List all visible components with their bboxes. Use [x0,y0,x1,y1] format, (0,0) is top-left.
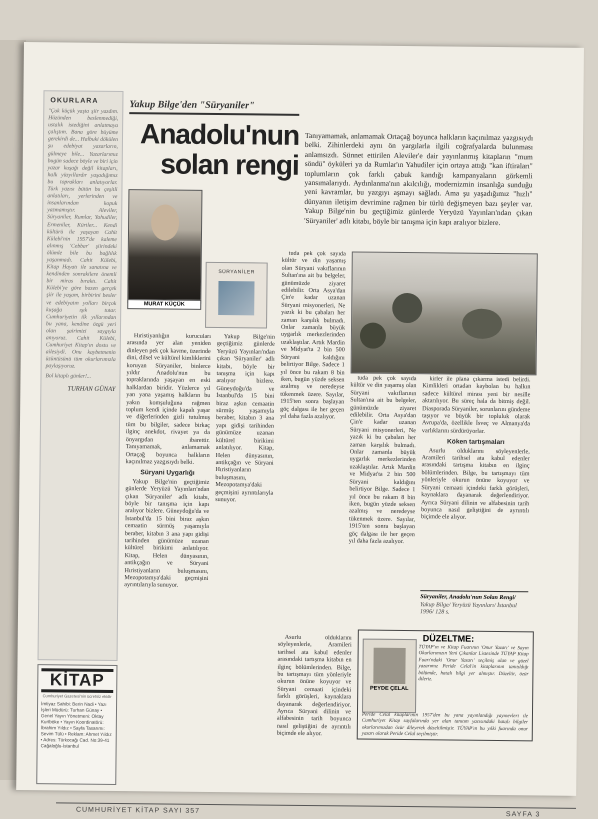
kitap-logo: KİTAP [41,668,113,693]
column-2 [278,251,346,632]
sidebar-closing: Bol kitaplı günler!... [45,373,92,381]
tree-shape [392,293,422,323]
landscape-photo [351,251,538,375]
tree-shape [360,323,386,349]
column-3 [348,375,417,626]
column-1-text: Hıristiyanlığın kurucuları arasında yer alan yeniden dinleyen pek çok kavme, üzerinde dini, dilsel ve kültürel kimliklerini koruyan Süryaniler, binlerce yıldır Anadolu'nun bu topraklarında yaşayan en eski halklardan biridir. Yüzlerce yıl yan yana yaşamış halkların bu yakın komşuluğuna rağmen toplum kendi içinde kapalı yaşar ve diğerlerinden gizli tutulmuş tüm bu bilgiler, sadece birkaç ilginç anekdot, rivayet ya da önyargıdan ibarettir. Tanıyamamak, anlamamak Ortaçağ boyunca halkların kaçınılmaz yazgısıydı belki. [125,333,211,466]
book-cover-title: SÜRYANİLER [218,269,255,276]
column-1 [122,333,211,794]
column-4 [420,376,530,587]
column-5 [276,635,352,796]
book-cover [205,262,268,329]
article-kicker: Yakup Bilge'den "Süryaniler" [129,99,299,116]
book-credit [420,590,528,618]
correction-bottom-text: Peride Celal kitaplarının 1957'den bu yana yayınlandığı yayınevleri ile Cumhuriyet Kitap sayfalarında yer alan tanıtım yazısındaki hatalı bilgiler okurlarımızdan özür dileyerek düzeltilmiştir. TÜYAP'ın bu yılki fuarında onur yazarı olarak Peride Celal seçilmiştir. [361,712,528,738]
author-photo-face [151,204,179,240]
column-1-text-b: Yakup Bilge'nin geçtiğimiz günlerde Yeryüzü Yayınları'ndan çıkan 'Süryaniler' adlı kitabı, böyle bir tanışma için kapı aralıyor bizlere. Güneydoğu'da ve İstanbul'da 15 bini biraz aşkın cemaatin sürmüş yaşamıyla beraber, kitabın 3 ana yapı gidişi tarihinden günümüze uzanan kültürel birikimi anlatılıyor. Kitap, Helen dünyasının, antikçağın ve Süryani Hıristiyanların buluşmasını, Mezopotamya'daki geçmişini ayrıntılarıyla sunuyor. [124,478,210,590]
article-intro: Tanıyamamak, anlamamak Ortaçağ boyunca halkların kaçınılmaz yazgısıydı belki. Zihinlerdeki aynı ön yargılarla ilgili coğrafyalarda bulunması anlamsızdı. Sünnet ettirilen Aleviler'e dair yayınlanmış kitapların "mum söndü" öyküleri ya da Rumlar'ın Yahudiler için ortaya attığı "kan iftiraları" toplumların çok farklı çabuk kandığı kampanyaların görkemli yansımalarıydı. Aydınlanma'nın akılcılığı, modernizmin insanlığa sunduğu yeni kavramlar, bu yazgıyı aşmayı sağladı. Ama şu yaşadığımız "hızlı" dünyanın iletişim devrimine rağmen bir türlü değişmeyen bazı şeyler var. Yakup Bilge'nin bu geçtiğimiz günlerde Yeryüzü Yayınları'ndan çıkan 'Süryaniler' adlı kitabı, böyle bir tanışma için kapı aralıyor bizlere. [304,130,534,227]
article-title: Anadolu'nun solan rengi [139,118,300,181]
subhead-koken-tartismalari: Köken tartışmaları [447,438,505,447]
column-2a-text: Yakup Bilge'nin geçtiğimiz günlerde Yeryüzü Yayınları'ndan çıkan 'Süryaniler' adlı kitabı, böyle bir tanışma için kapı aralıyor bizlere. Güneydoğu'da ve İstanbul'da 15 bini biraz aşkın cemaatin sürmüş yaşamıyla beraber, kitabın 3 ana yapı gidişi tarihinden günümüze uzanan kültürel birikimi anlatılıyor. Kitap, Helen dünyasının, antikçağın ve Süryani Hıristiyanların buluşmasını, Mezopotamya'daki geçmişini ayrıntılarıyla sunuyor. [215,334,275,504]
column-2-text: tuda pek çok sayıda kültür ve din yaşamış olan Süryani vakıflarının Sultan'ına ait bu belgeler, günümüzde ziyaret edilebilir. Orta Asya'dan Çin'e kadar uzanan Süryani misyonerleri, Ne yazık ki bu çabaları her zaman karşılık bulmadı. Onlar zamanla büyük uygarlık merkezlerinden uzaklaştılar. Artık Mardin ve Midyat'ta 2 bin 500 Süryani kaldığını belirtiyor Bilge. Sadece 1 yıl önce bu rakam 8 bin iken, bugün yüzde seksen azalmış ve neredeyse tükenmek üzere. Sayılar, 1915'ten sonra başlayan göç dalgası ile her geçen yıl daha fazla azalıyor. [280,250,346,421]
book-credit-info: Yakup Bilge/ Yeryüzü Yayınları/ İstanbul 1996/ 128 s. [420,601,517,616]
sidebar-text: "Çok küçük yaşta şiir yazdım. Hüzünden beslenmediği, ustalık istediğini anlatmaya çalıştım. Bana göre büyüme gerekirdi de... Halbuki dökülen şu edebiyat yazarların, gülmeye bile... Yazarlarımız bugün sadece böyle ve biri için yazar kuşağı değil kitapları, halk yüzyıllardır yaşadığımız bu toprakları anlatıyorlar. Türk yazısı bütün bu çeşitli anlatıları, yerlerinden ve insanlarından kopuk yazmamıştır. Aleviler, Süryaniler, Rumlar, Yahudiler, Ermeniler, Kürtler... Kendi kültürü ile yaşayan Cahit Külebi'nin 1957'de kaleme alınmış 'Cebbar' şiirindeki ölümle bile bu bağlılık yaşanmadı. Cahit Külebi, Kitap Hayatı ile sanatına ve kendinden sonrakilere önemli bir miras bıraktı. Cahit Külebi'ye göre bazen gerçek şiir ile yaşam, birbirini besler ve edebiyatın yolları birçok kuşağa ışık tutar. Cumhuriyetin ilk yıllarından bu yana, kendine özgü yeri olan şairimizi saygıyla anıyoruz. Cahit Külebi, Cumhuriyet Kitap'ın dostu ve ailesiydi. Onu kaybetmenin üzüntüsünü tüm okurlarımızla paylaşıyoruz. [45,108,119,370]
footer-left: CUMHURİYET KİTAP SAYI 357 [75,806,201,815]
column-3-text: tuda pek çok sayıda kültür ve din yaşamış olan Süryani vakıflarının Sultan'ına ait bu belgeler, günümüzde ziyaret edilebilir. Orta Asya'dan Çin'e kadar uzanan Süryani misyonerleri, Ne yazık ki bu çabaları her zaman karşılık bulmadı. Onlar zamanla büyük uygarlık merkezlerinden uzaklaştılar. Artık Mardin ve Midyat'ta 2 bin 500 Süryani kaldığını belirtiyor Bilge. Sadece 1 yıl önce bu rakam 8 bin iken, bugün yüzde seksen azalmış ve neredeyse tükenmek üzere. Sayılar, 1915'ten sonra başlayan göç dalgası ile her geçen yıl daha fazla azalıyor. [348,375,417,545]
correction-title: DÜZELTME: [422,633,475,644]
column-4-text-b: Asurlu olduklarını söyleyenlerle, Aramileri tarihsel ata kabul edenler arasındaki tartışma kitabın en ilginç bölümlerinden. Bilge, bu tartışmayı tüm yönleriyle okurun önüne koyuyor ve Süryani cemaati içindeki farklı görüşleri, kaynaklara dayanarak değerlendiriyor. Ayrıca Süryani dilinin ve alfabesinin tarih boyunca nasıl geliştiğini de ayrıntılı biçimde ele alıyor. [421,447,530,521]
sidebar-signature: TURHAN GÜNAY [67,385,116,393]
author-photo [127,189,202,304]
column-2a [212,334,275,795]
book-cover-image [218,281,254,315]
sidebar-heading: OKURLARA [50,97,99,105]
correction-book-cover [362,639,417,714]
masthead-credits: İmtiyaz Sahibi: Berin Nadi • Yazı İşleri Müdürü: Turhan Günay • Genel Yayın Yönetmeni: Oktay Kurtböke • Yayın Koordinatörü: İbrahim Yıldız • Sayfa Tasarımı: Sevim Tülü • Reklam: Ahmet Yıldız • Adres: Türkocağı Cad. No:39-41 Cağaloğlu-İstanbul [40,701,112,749]
magazine-page [16,42,584,819]
masthead-box [36,664,117,785]
book-credit-title: Süryaniler, Anadolu'nun Solan Rengi/ [420,594,516,602]
masthead-subtitle: Cumhuriyet Gazetesi'nin ücretsiz ekidir [42,693,112,699]
tree-shape [462,309,502,339]
correction-text: TÜYAP'ın ve Kitap Fuarının 'Onur Yazarı' ve Sayın Okurlarımızın Yeni Çıkanlar Listesinde TÜYAP Kitap Fuarı'ndaki 'Onur Yazarı' seçilmiş olan ve güzel yazarımız Peride Celal'in kitaplarının tanıtıldığı bölümde, hatalı bilgi yer almıştır. Düzeltir, özür dileriz. [418,645,529,683]
editor-note-sidebar [38,90,124,661]
footer-right: SAYFA 3 [505,811,541,819]
correction-box [357,630,534,742]
column-5-text: Asurlu olduklarını söyleyenlerle, Aramileri tarihsel ata kabul edenler arasındaki tartışma kitabın en ilginç bölümlerinden. Bilge, bu tartışmayı tüm yönleriyle okurun önüne koyuyor ve Süryani cemaati içindeki farklı görüşleri, kaynaklara dayanarak değerlendiriyor. Ayrıca Süryani dilinin ve alfabesinin tarih boyunca nasıl geliştiğini de ayrıntılı biçimde ele alıyor. [276,634,352,738]
subhead-suryani-uygarligi: Süryani Uygarlığı [140,469,195,478]
author-caption: MURAT KÜÇÜK [127,299,201,310]
correction-cover-image [373,648,405,684]
column-4-text: kirler ile plana çıkarma istedi belirdi. Kimlikleri ortadan kaybolan bu halkın sadece kültürel mirası yeni bir nesille aktarılıyor. Bu süreç hala da bitmiş değil. Diasporada Süryaniler, sorunlarını gündeme taşıyor ve büyük bir topluluk olarak Avrupa'da, özellikle İsveç ve Almanya'da varlıklarını sürdürüyorlar. [421,376,531,435]
correction-cover-title: PEYDE ÇELAL [369,685,409,693]
